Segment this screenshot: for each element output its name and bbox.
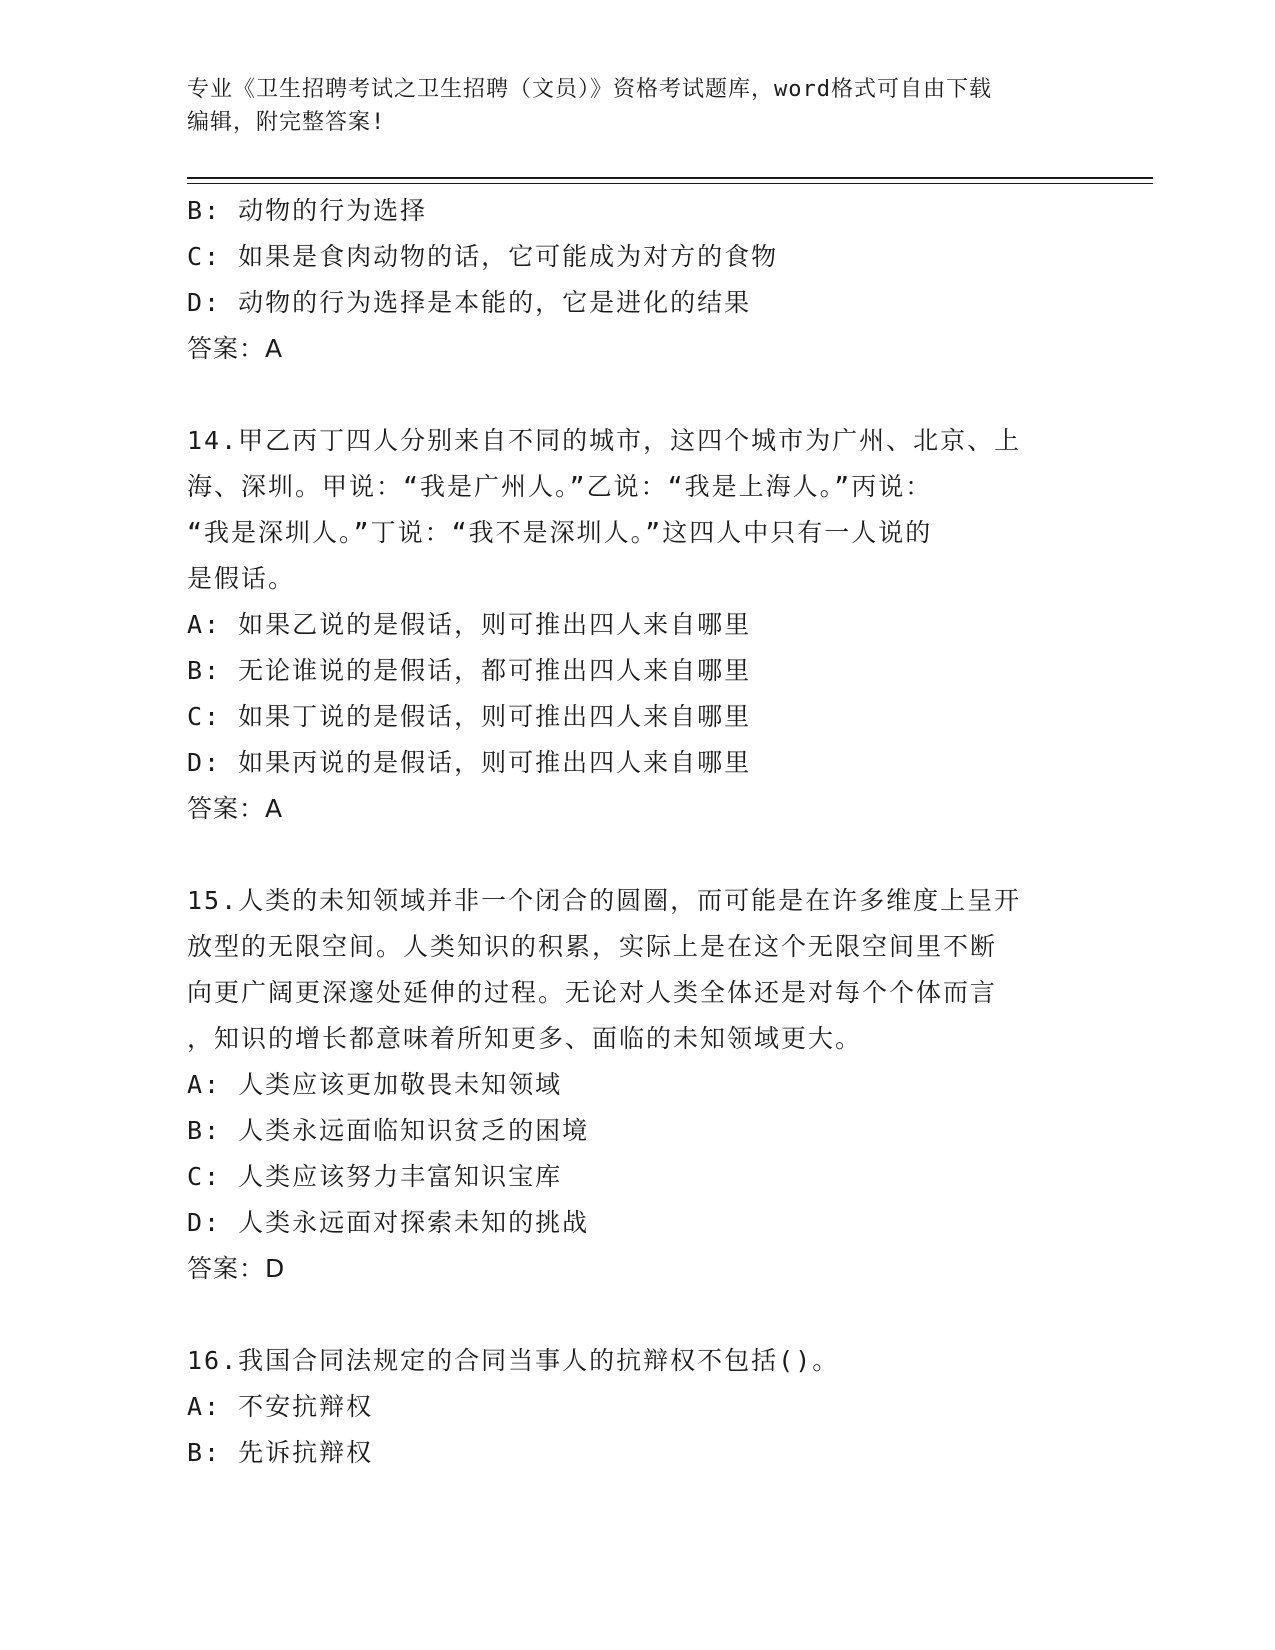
question-16 (187, 1338, 1087, 1476)
option-c: C: 如果丁说的是假话，则可推出四人来自哪里 (187, 702, 752, 731)
question-stem-line: 16.我国合同法规定的合同当事人的抗辩权不包括()。 (187, 1346, 840, 1375)
spacer (187, 372, 1087, 418)
option-a: A: 不安抗辩权 (187, 1392, 374, 1421)
spacer (187, 832, 1087, 878)
question-stem-line: “我是深圳人。”丁说：“我不是深圳人。”这四人中只有一人说的 (187, 518, 933, 547)
option-b: B: 无论谁说的是假话，都可推出四人来自哪里 (187, 656, 752, 685)
option-a: A: 如果乙说的是假话，则可推出四人来自哪里 (187, 610, 752, 639)
question-stem-line: 放型的无限空间。人类知识的积累，实际上是在这个无限空间里不断 (187, 932, 998, 961)
question-15 (187, 878, 1087, 1292)
header-line-2: 编辑，附完整答案! (187, 110, 386, 135)
spacer (187, 1292, 1087, 1338)
question-list (187, 188, 1087, 1476)
option-a: A: 人类应该更加敬畏未知领域 (187, 1070, 563, 1099)
option-d: D: 人类永远面对探索未知的挑战 (187, 1208, 590, 1237)
question-stem-line: 是假话。 (187, 564, 296, 593)
header-line-1: 专业《卫生招聘考试之卫生招聘（文员）》资格考试题库，word格式可自由下载 (187, 77, 992, 102)
option-d: D: 动物的行为选择是本能的，它是进化的结果 (187, 288, 752, 317)
header-divider-thin (187, 183, 1153, 184)
question-stem-line: 向更广阔更深邃处延伸的过程。无论对人类全体还是对每个个体而言 (187, 978, 998, 1007)
answer-label: 答案：A (187, 334, 284, 363)
document-header (187, 73, 1087, 139)
option-b: B: 先诉抗辩权 (187, 1438, 374, 1467)
option-c: C: 人类应该努力丰富知识宝库 (187, 1162, 563, 1191)
question-stem-line: 海、深圳。甲说：“我是广州人。”乙说：“我是上海人。”丙说： (187, 472, 933, 501)
option-b: B: 人类永远面临知识贫乏的困境 (187, 1116, 590, 1145)
answer-label: 答案：D (187, 1254, 286, 1283)
question-13-continued (187, 188, 1087, 372)
question-stem-line: ，知识的增长都意味着所知更多、面临的未知领域更大。 (187, 1024, 863, 1053)
question-14 (187, 418, 1087, 832)
header-divider-thick (187, 177, 1153, 179)
option-c: C: 如果是食肉动物的话，它可能成为对方的食物 (187, 242, 779, 271)
answer-label: 答案：A (187, 794, 284, 823)
question-stem-line: 15.人类的未知领域并非一个闭合的圆圈，而可能是在许多维度上呈开 (187, 886, 1022, 915)
option-b: B: 动物的行为选择 (187, 196, 428, 225)
question-stem-line: 14.甲乙丙丁四人分别来自不同的城市，这四个城市为广州、北京、上 (187, 426, 1022, 455)
option-d: D: 如果丙说的是假话，则可推出四人来自哪里 (187, 748, 752, 777)
